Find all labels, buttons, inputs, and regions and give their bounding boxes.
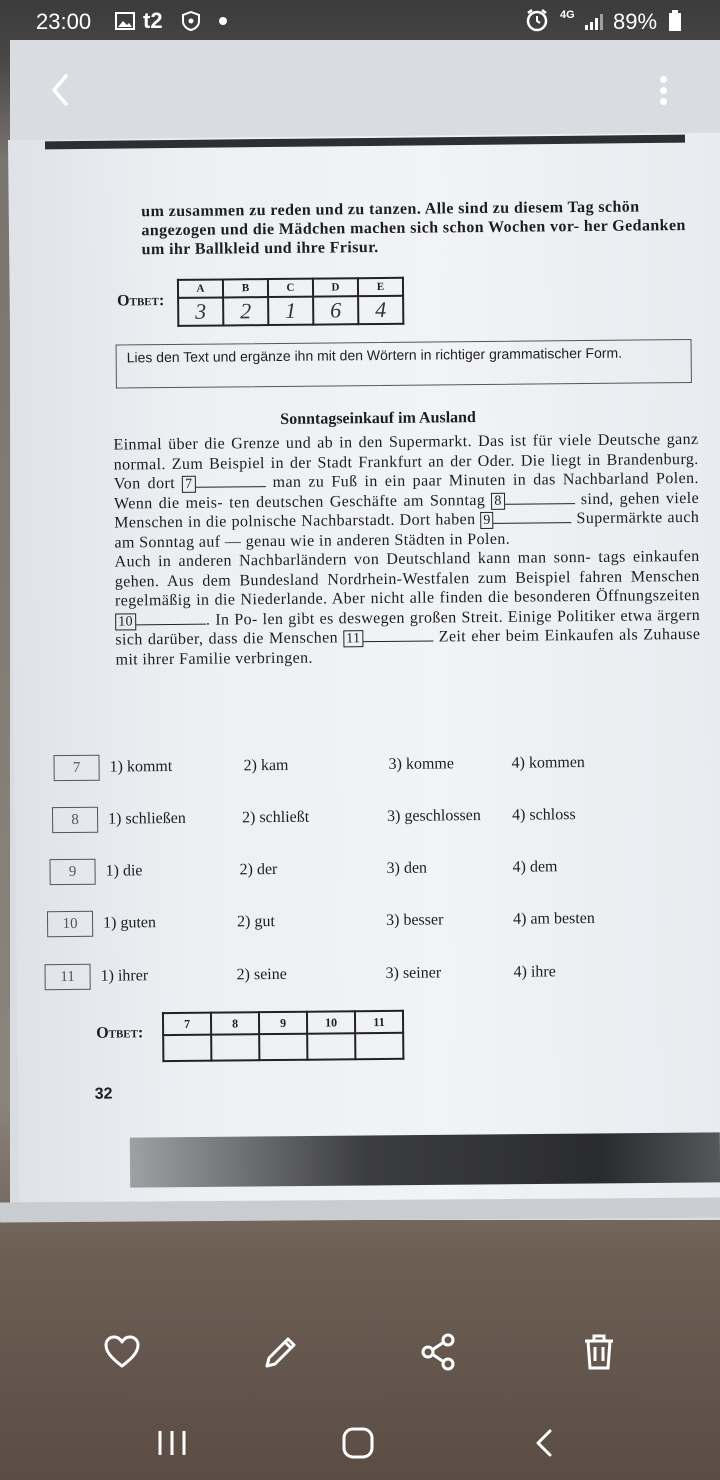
option-choice: 1) kommt <box>109 758 173 776</box>
answer-value-cell <box>259 1034 307 1060</box>
action-bar <box>0 1305 720 1405</box>
favorite-button[interactable] <box>100 1330 144 1374</box>
text-segment: . In Po- len gibt es deswegen großen Streit. Einige Politiker etwa ärgern sich darüber, dass die Menschen <box>115 606 701 649</box>
delete-button[interactable] <box>577 1330 621 1374</box>
text-segment: Supermärkte auch am Sonntag auf — genau wie in anderen Städten in Polen. <box>114 508 700 552</box>
option-choice: 1) schließen <box>108 809 186 828</box>
option-choice: 2) gut <box>237 913 275 931</box>
option-choice: 1) ihrer <box>100 967 149 985</box>
text-title: Sonntagseinkauf im Ausland <box>280 409 476 428</box>
text-segment: Einmal über die Grenze und ab in den Supermarkt. Das ist für viele Deutsche ganz normal. Zum Beispiel in der Stadt Frankfurt an der Oder. Die liegt in Brandenburg. Von dort <box>113 430 699 493</box>
option-row <box>53 749 673 783</box>
home-icon <box>344 1429 372 1457</box>
answer-value-cell <box>211 1034 259 1060</box>
answer-header-cell: D <box>313 278 358 296</box>
option-choice: 4) dem <box>512 858 558 876</box>
navigation-bar <box>0 1405 720 1480</box>
option-choice: 2) kam <box>243 756 289 775</box>
text-segment: sind, gehen viele Menschen in die polnische Nachbarstadt. Dort haben <box>114 489 700 532</box>
t2-icon: t2 <box>143 8 163 33</box>
page-number: 32 <box>94 1085 113 1103</box>
option-choice: 4) ihre <box>513 963 556 981</box>
battery-level: 89% <box>613 9 658 34</box>
answer-table-header-row <box>178 278 403 298</box>
text-segment: Zeit eher beim Einkaufen als Zuhause mit ihrer Familie verbringen. <box>115 625 701 669</box>
option-row <box>47 905 667 939</box>
recent-apps-button[interactable] <box>152 1423 192 1463</box>
back-icon <box>538 1431 550 1455</box>
share-button[interactable] <box>416 1330 460 1374</box>
option-choice: 1) die <box>105 862 143 880</box>
network-type: 4G <box>560 9 575 21</box>
answer-table-value-row <box>178 296 403 326</box>
text-segment: Auch in anderen Nachbarländern von Deutschland kann man sonn- tags einkaufen gehen. Aus dem Bundesland Nordrhein-Westfalen zum Beispiel fahren Menschen regelmäßig in die Niederlande. Aber nicht alle finden die besonderen Öffnungszeiten <box>114 547 701 610</box>
answer-header-cell: 7 <box>163 1013 211 1035</box>
status-time: 23:00 <box>36 9 92 34</box>
option-number: 11 <box>44 964 90 990</box>
gap-line <box>505 492 575 505</box>
option-number: 10 <box>47 911 93 937</box>
option-choice: 4) am besten <box>512 909 595 928</box>
option-number: 8 <box>52 807 98 833</box>
answer-value-cell <box>355 1033 403 1059</box>
gap-line <box>494 511 572 524</box>
answer-value-cell: 4 <box>358 296 403 324</box>
answer-table-value-row <box>163 1033 403 1061</box>
option-number: 7 <box>53 755 99 781</box>
answer-header-cell: 9 <box>259 1012 307 1034</box>
option-choice: 3) geschlossen <box>386 807 481 825</box>
heart-icon <box>106 1337 138 1366</box>
option-choice: 4) schloss <box>511 806 576 824</box>
gap-number: 11 <box>343 630 363 647</box>
option-row <box>44 958 664 992</box>
trash-icon <box>585 1336 613 1368</box>
edit-button[interactable] <box>259 1330 303 1374</box>
answer-header-cell: E <box>358 278 403 296</box>
answer-value-cell: 3 <box>178 297 223 325</box>
gap-line <box>195 475 265 488</box>
answer-value-cell: 1 <box>268 297 313 325</box>
answer-header-cell: 8 <box>211 1012 259 1034</box>
answer-value-cell: 6 <box>313 296 358 324</box>
gap-number: 8 <box>491 492 505 509</box>
answer-header-cell: 11 <box>355 1011 403 1033</box>
option-choice: 1) guten <box>103 914 157 932</box>
option-row <box>49 853 669 887</box>
option-choice: 2) schließt <box>242 808 310 827</box>
answer-value-cell <box>307 1033 355 1059</box>
share-icon <box>423 1335 453 1369</box>
instruction-box: Lies den Text und ergänze ihn mit den Wörtern in richtiger grammatischer Form. <box>116 339 692 389</box>
answer-table-header-row <box>163 1011 403 1035</box>
answer-header-cell: C <box>268 279 313 297</box>
answer-table-1 <box>177 277 404 327</box>
answer-header-cell: B <box>223 279 268 297</box>
gap-number: 10 <box>115 613 136 630</box>
text-segment: man zu Fuß in ein paar Minuten in das Nachbarland Polen. Wenn die meis- ten deutschen Geschäfte am Sonntag <box>113 469 699 513</box>
option-row <box>52 801 672 835</box>
main-text <box>113 430 700 670</box>
recents-icon <box>160 1431 184 1455</box>
option-choice: 3) komme <box>388 755 454 773</box>
option-choice: 2) der <box>239 860 278 879</box>
pencil-icon <box>267 1339 294 1366</box>
gap-line <box>363 629 433 642</box>
gap-number: 7 <box>182 476 196 493</box>
intro-paragraph: um zusammen zu reden und zu tanzen. Alle sind zu diesem Tag schön angezogen und die Mädchen machen sich schon Wochen vor- her Gedanken um ihr Ballkleid und ihre Frisur. <box>141 198 686 259</box>
gap-number: 9 <box>480 512 494 529</box>
gap-line <box>136 612 206 625</box>
option-choice: 2) seine <box>236 965 287 984</box>
answer-label: Ответ: <box>96 1024 144 1042</box>
nav-back-button[interactable] <box>526 1423 566 1463</box>
answer-header-cell: A <box>178 279 223 297</box>
option-choice: 3) den <box>386 859 428 877</box>
option-choice: 4) kommen <box>511 754 585 772</box>
option-number: 9 <box>49 859 95 885</box>
answer-label: Ответ: <box>117 292 165 310</box>
option-choice: 3) seiner <box>385 964 442 982</box>
option-choice: 3) besser <box>385 911 444 929</box>
answer-table-2 <box>162 1010 404 1062</box>
answer-header-cell: 10 <box>307 1011 355 1033</box>
answer-value-cell: 2 <box>223 297 268 325</box>
home-button[interactable] <box>338 1423 378 1463</box>
answer-value-cell <box>163 1035 211 1061</box>
